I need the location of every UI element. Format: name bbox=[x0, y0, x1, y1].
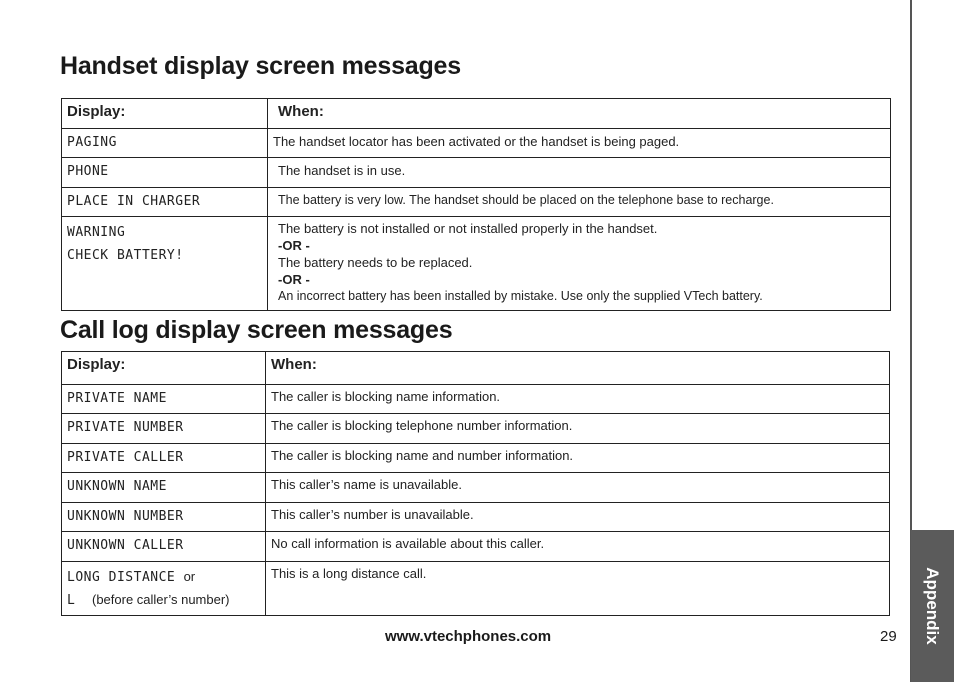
table-row bbox=[62, 158, 891, 188]
when-description: The handset locator has been activated or the handset is being paged. bbox=[268, 129, 891, 158]
appendix-tab-label: Appendix bbox=[923, 567, 942, 645]
display-message: PAGING bbox=[62, 129, 268, 158]
table-row bbox=[62, 503, 890, 532]
long-distance-symbol: L bbox=[67, 593, 76, 608]
call-log-messages-table bbox=[61, 351, 890, 616]
symbol-note: (before caller’s number) bbox=[91, 592, 230, 607]
when-description: This caller’s number is unavailable. bbox=[266, 503, 890, 532]
table-row bbox=[62, 385, 890, 414]
header-display: Display: bbox=[62, 99, 268, 129]
table-row bbox=[62, 217, 891, 311]
display-message: UNKNOWN NUMBER bbox=[62, 503, 266, 532]
table-row bbox=[62, 562, 890, 616]
display-message: PHONE bbox=[62, 158, 268, 188]
when-description: No call information is available about this caller. bbox=[266, 532, 890, 562]
display-message: PRIVATE NAME bbox=[62, 385, 266, 414]
header-when: When: bbox=[266, 352, 890, 385]
table-header-row bbox=[62, 352, 890, 385]
display-message: PLACE IN CHARGER bbox=[62, 188, 268, 217]
table-row bbox=[62, 188, 891, 217]
when-description bbox=[268, 217, 891, 311]
display-message: PRIVATE NUMBER bbox=[62, 414, 266, 444]
table-row bbox=[62, 444, 890, 473]
page-number: 29 bbox=[880, 628, 897, 645]
display-message: UNKNOWN CALLER bbox=[62, 532, 266, 562]
when-description: The battery is very low. The handset should be placed on the telephone base to recharge. bbox=[268, 188, 891, 217]
when-description: This caller’s name is unavailable. bbox=[266, 473, 890, 503]
when-line: An incorrect battery has been installed by mistake. Use only the supplied VTech battery. bbox=[278, 289, 763, 303]
table-header-row bbox=[62, 99, 891, 129]
display-message: UNKNOWN NAME bbox=[62, 473, 266, 503]
or-separator: -OR - bbox=[278, 238, 310, 253]
when-description: This is a long distance call. bbox=[266, 562, 890, 616]
header-when: When: bbox=[268, 99, 891, 129]
display-line: WARNING bbox=[67, 225, 126, 240]
or-text: or bbox=[183, 569, 196, 584]
when-description: The handset is in use. bbox=[268, 158, 891, 188]
display-line: CHECK BATTERY! bbox=[67, 248, 184, 263]
table-row bbox=[62, 532, 890, 562]
display-line: LONG DISTANCE bbox=[67, 570, 176, 585]
table-row bbox=[62, 129, 891, 158]
footer-url: www.vtechphones.com bbox=[385, 628, 552, 645]
section-title-handset: Handset display screen messages bbox=[60, 52, 461, 80]
section-title-call-log: Call log display screen messages bbox=[60, 316, 453, 344]
when-description: The caller is blocking name and number information. bbox=[266, 444, 890, 473]
display-message bbox=[62, 562, 266, 616]
when-line: The battery needs to be replaced. bbox=[278, 255, 473, 270]
table-row bbox=[62, 414, 890, 444]
display-message bbox=[62, 217, 268, 311]
or-separator: -OR - bbox=[278, 272, 310, 287]
handset-messages-table bbox=[61, 98, 891, 311]
when-line: The battery is not installed or not installed properly in the handset. bbox=[278, 221, 658, 236]
header-display: Display: bbox=[62, 352, 266, 385]
when-description: The caller is blocking name information. bbox=[266, 385, 890, 414]
display-message: PRIVATE CALLER bbox=[62, 444, 266, 473]
when-description: The caller is blocking telephone number information. bbox=[266, 414, 890, 444]
table-row bbox=[62, 473, 890, 503]
